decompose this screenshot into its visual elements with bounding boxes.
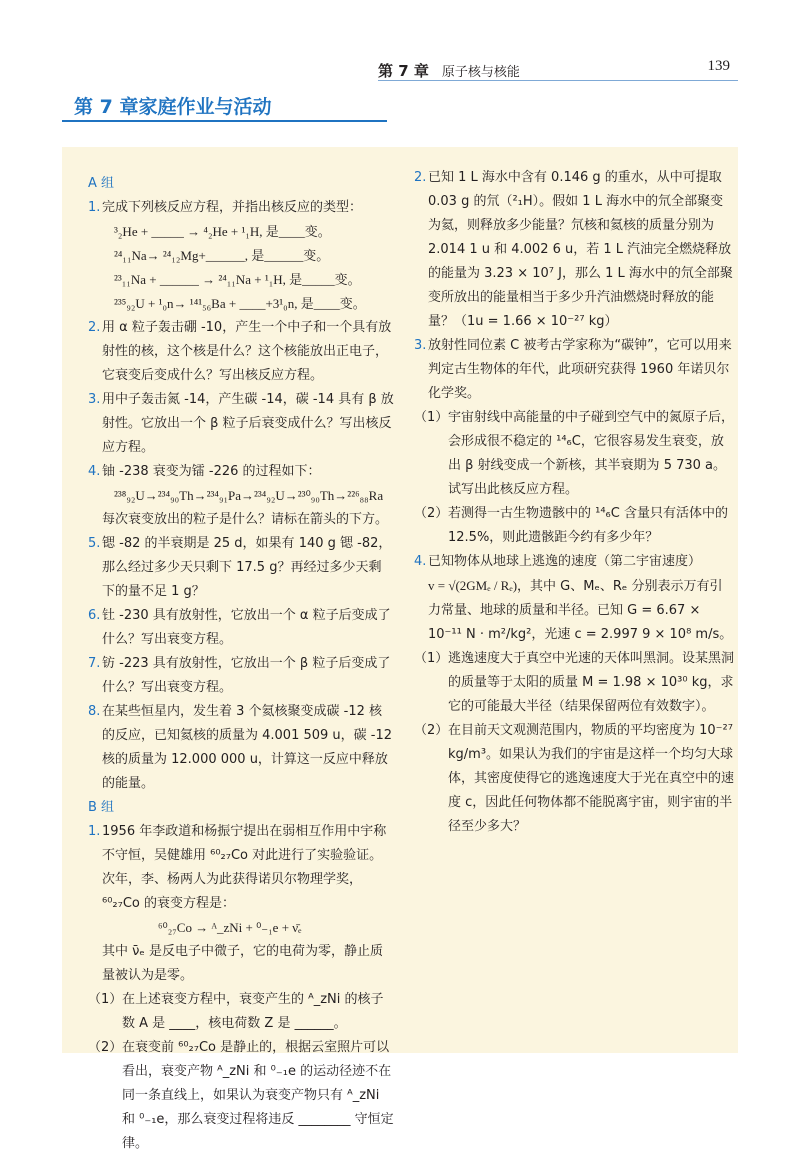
- subquestion-b4-1: （1） 逃逸速度大于真空中光速的天体叫黑洞。设某黑洞的质量等于太阳的质量 M = 1.98 × 10³⁰ kg，求它的可能最大半径（结果保留两位有效数字）。: [414, 651, 735, 714]
- question-a8: 8. 在某些恒星内，发生着 3 个氦核聚变成碳 -12 核的反应，已知氦核的质量为 4.001 509 u，碳 -12 核的质量为 12.000 000 u，计算这一反应中释放的能量。: [88, 704, 393, 791]
- equation: ²³₁₁Na + ______ → ²⁴₁₁Na + ¹₁H, 是_____变。: [114, 272, 361, 287]
- question-a1: 1. 完成下列核反应方程，并指出核反应的类型：: [88, 200, 363, 215]
- question-a4-continued: 每次衰变放出的粒子是什么？请标在箭头的下方。: [102, 512, 389, 527]
- question-b3: 3. 放射性同位素 C 被考古学家称为“碳钟”，它可以用来判定古生物体的年代，此项研究获得 1960 年诺贝尔化学奖。: [414, 338, 732, 401]
- group-b-label: B 组: [88, 800, 115, 815]
- equation: ²⁴₁₁Na→ ²⁴₁₂Mg+______, 是______变。: [114, 248, 330, 263]
- chapter-label: 第 7 章 原子核与核能: [378, 62, 520, 80]
- group-a-label: A 组: [88, 176, 115, 191]
- question-a2: 2. 用 α 粒子轰击硼 -10，产生一个中子和一个具有放射性的核，这个核是什么？这个核能放出正电子，它衰变后变成什么？写出核反应方程。: [88, 320, 392, 383]
- question-b1: 1. 1956 年李政道和杨振宁提出在弱相互作用中宇称不守恒，吴健雄用 ⁶⁰₂₇Co 对此进行了实验验证。次年，李、杨两人为此获得诺贝尔物理学奖，⁶⁰₂₇Co 的衰变方程是：: [88, 824, 387, 911]
- question-b4-formula-line: v = √(2GMₑ / Rₑ)，其中 G、Mₑ、Rₑ 分别表示万有引力常量、地球的质量和半径。已知 G = 6.67 × 10⁻¹¹ N · m²/kg²，光速 c = 2.997 9 × 10⁸ m/s。: [428, 578, 733, 642]
- question-a6: 6. 钍 -230 具有放射性，它放出一个 α 粒子后变成了什么？写出衰变方程。: [88, 608, 391, 647]
- equation: ²³⁵₉₂U + ¹₀n→ ¹⁴¹₅₆Ba + ____+3¹₀n, 是____变。: [114, 296, 366, 311]
- question-a5: 5. 锶 -82 的半衰期是 25 d，如果有 140 g 锶 -82，那么经过多少天只剩下 17.5 g？再经过多少天剩下的量不足 1 g？: [88, 536, 392, 599]
- subquestion-b3-1: （1） 宇宙射线中高能量的中子碰到空气中的氮原子后，会形成很不稳定的 ¹⁴₆C，它很容易发生衰变，放出 β 射线变成一个新核，其半衰期为 5 730 a。试写出此核反应方程。: [414, 410, 735, 497]
- subquestion-b1-2: （2） 在衰变前 ⁶⁰₂₇Co 是静止的，根据云室照片可以看出，衰变产物 ᴬ_ᴢNi 和 ⁰₋₁e 的运动径迹不在同一条直线上，如果认为衰变产物只有 ᴬ_ᴢNi 和 ⁰₋₁e，那么衰变过程将违反 ________ 守恒定律。: [88, 1040, 394, 1151]
- question-b2: 2. 已知 1 L 海水中含有 0.146 g 的重水，从中可提取 0.03 g 的氘（²₁H）。假如 1 L 海水中的氘全部聚变为氦，则释放多少能量？氘核和氦核的质量分别为 2.014 1 u 和 4.002 6 u，若 1 L 汽油完全燃烧释放的能量为 3.23 × 10⁷ J，那么 1 L 海水中的氘全部聚变所放出的能量相当于多少升汽油燃烧时释放的能量？（1u = 1.66 × 10⁻²⁷ kg）: [414, 170, 733, 329]
- subquestion-b1-1: （1） 在上述衰变方程中，衰变产生的 ᴬ_ᴢNi 的核子数 A 是 ____，核电荷数 Z 是 ______。: [88, 992, 384, 1031]
- subquestion-b4-2: （2） 在目前天文观测范围内，物质的平均密度为 10⁻²⁷ kg/m³。如果认为我们的宇宙是这样一个均匀大球体，其密度使得它的逃逸速度大于光在真空中的速度 c，因此任何物体都不能脱离宇宙，则宇宙的半径至少多大？: [414, 723, 735, 834]
- header-rule: [378, 80, 738, 81]
- cobalt-decay-equation: ⁶⁰₂₇Co → ᴬ_ᴢNi + ⁰₋₁e + ν̄ₑ: [158, 920, 302, 935]
- right-column: [414, 166, 734, 839]
- title-underline: [62, 120, 387, 122]
- equation: ³₂He + _____ → ⁴₂He + ¹₁H, 是____变。: [114, 224, 331, 239]
- decay-chain: ²³⁸₉₂U→²³⁴₉₀Th→²³⁴₉₁Pa→²³⁴₉₂U→²³⁰₉₀Th→²²⁶₈₈Ra: [114, 488, 384, 503]
- left-column: [88, 172, 394, 1156]
- page-number: 139: [707, 58, 730, 74]
- question-a3: 3. 用中子轰击氮 -14，产生碳 -14，碳 -14 具有 β 放射性。它放出一个 β 粒子后衰变成什么？写出核反应方程。: [88, 392, 394, 455]
- question-a4: 4. 铀 -238 衰变为镭 -226 的过程如下：: [88, 464, 321, 479]
- section-title: 第 7 章家庭作业与活动: [74, 96, 272, 118]
- escape-velocity-formula: v = √(2GMₑ / Rₑ): [428, 578, 518, 593]
- subquestion-b3-2: （2） 若测得一古生物遗骸中的 ¹⁴₆C 含量只有活体中的 12.5%，则此遗骸距今约有多少年？: [414, 506, 728, 545]
- question-a7: 7. 钫 -223 具有放射性，它放出一个 β 粒子后变成了什么？写出衰变方程。: [88, 656, 391, 695]
- question-b4: 4. 已知物体从地球上逃逸的速度（第二宇宙速度）: [414, 554, 702, 569]
- question-b1-continued: 其中 ν̄ₑ 是反电子中微子，它的电荷为零，静止质量被认为是零。: [102, 944, 383, 983]
